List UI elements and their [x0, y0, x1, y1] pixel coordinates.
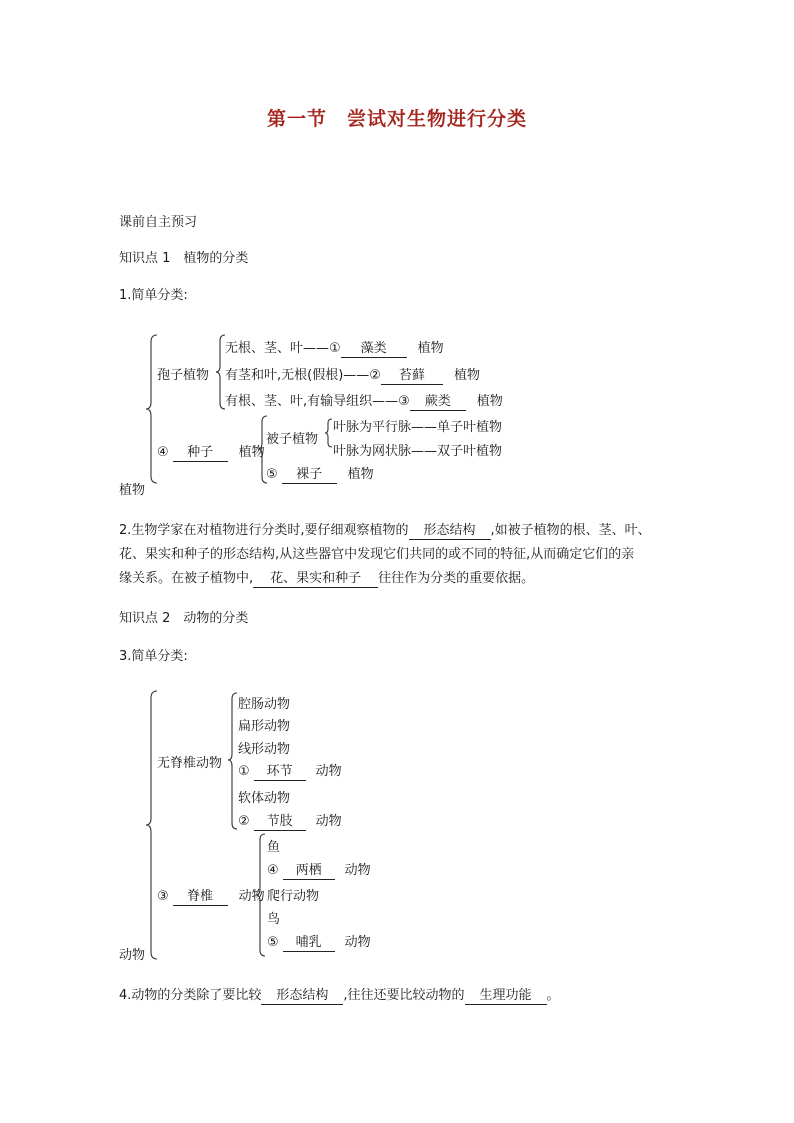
- seed-plants-row: [157, 441, 265, 462]
- gymno-suffix: 植物: [347, 467, 374, 482]
- fern-text: 有根、茎、叶,有输导组织——③: [225, 394, 410, 409]
- q2-text-3: 缘关系。在被子植物中,: [119, 571, 254, 586]
- mammal-suffix: 动物: [344, 935, 371, 950]
- arthropod-row: [238, 810, 342, 831]
- q4-text-2: ,往往还要比较动物的: [343, 988, 465, 1003]
- answer-physiology: 生理功能: [465, 987, 547, 1005]
- arthropod-suffix: 动物: [315, 814, 342, 829]
- q2-text-4: 往往作为分类的重要依据。: [378, 571, 535, 586]
- question-2-line-1: [119, 519, 651, 542]
- animal-root-brace: [146, 690, 158, 960]
- algae-suffix: 植物: [417, 341, 444, 356]
- page-title: 第一节 尝试对生物进行分类: [266, 108, 527, 130]
- vertebrate-brace: [256, 833, 266, 958]
- annelid-row: [238, 760, 342, 781]
- question-2-line-3: [119, 567, 534, 590]
- reptile-row: 爬行动物: [267, 889, 320, 904]
- answer-vertebrate: 脊椎: [173, 888, 228, 906]
- moss-text: 有茎和叶,无根(假根)——②: [225, 368, 381, 383]
- annelid-num: ①: [238, 764, 250, 779]
- knowledge-point-2: 知识点 2 动物的分类: [119, 611, 249, 626]
- dicot-row: 叶脉为网状脉——双子叶植物: [333, 444, 503, 459]
- invertebrate-label: 无脊椎动物: [157, 756, 223, 771]
- plant-row-moss: [225, 364, 480, 385]
- q2-text-2: ,如被子植物的根、茎、叶、: [490, 523, 651, 538]
- answer-morphology: 形态结构: [409, 522, 491, 540]
- answer-moss: 苔藓: [381, 367, 443, 385]
- vertebrate-num: ③: [157, 889, 169, 904]
- spore-plants-label: 孢子植物: [157, 368, 210, 383]
- animal-root-label: 动物: [119, 948, 146, 963]
- mammal-row: [267, 931, 371, 952]
- amphibian-row: [267, 859, 371, 880]
- plant-row-fern: [225, 390, 503, 411]
- question-2-line-2: 花、果实和种子的形态结构,从这些器官中发现它们共同的或不同的特征,从而确定它们的亲: [119, 547, 635, 562]
- moss-suffix: 植物: [453, 368, 480, 383]
- monocot-row: 叶脉为平行脉——单子叶植物: [333, 420, 503, 435]
- question-1-label: 1.简单分类:: [119, 288, 188, 303]
- amphibian-num: ④: [267, 863, 279, 878]
- annelid-suffix: 动物: [315, 764, 342, 779]
- answer-mammal: 哺乳: [283, 934, 335, 952]
- q2-text-1: 2.生物学家在对植物进行分类时,要仔细观察植物的: [119, 523, 409, 538]
- answer-gymnosperm: 裸子: [282, 466, 337, 484]
- angiosperm-label: 被子植物: [266, 432, 319, 447]
- flatworm-row: 扁形动物: [238, 719, 291, 734]
- answer-fern: 蕨类: [410, 393, 466, 411]
- question-4: [119, 984, 560, 1007]
- knowledge-point-1: 知识点 1 植物的分类: [119, 251, 249, 266]
- invertebrate-brace: [228, 692, 238, 832]
- q4-text-1: 4.动物的分类除了要比较: [119, 988, 262, 1003]
- answer-arthropod: 节肢: [254, 813, 306, 831]
- answer-q4-morphology: 形态结构: [261, 987, 343, 1005]
- bird-row: 鸟: [267, 912, 281, 927]
- answer-seed: 种子: [173, 444, 228, 462]
- arthropod-num: ②: [238, 814, 250, 829]
- mollusk-row: 软体动物: [238, 791, 291, 806]
- answer-amphibian: 两栖: [283, 862, 335, 880]
- plant-row-algae: [225, 337, 444, 358]
- fish-row: 鱼: [267, 840, 281, 855]
- amphibian-suffix: 动物: [344, 863, 371, 878]
- plant-root-label: 植物: [119, 483, 146, 498]
- vertebrate-row: [157, 885, 265, 906]
- roundworm-row: 线形动物: [238, 742, 291, 757]
- answer-flower-fruit-seed: 花、果实和种子: [253, 570, 378, 588]
- cnidaria-row: 腔肠动物: [238, 697, 291, 712]
- gymnosperm-row: [266, 463, 374, 484]
- algae-text: 无根、茎、叶——①: [225, 341, 341, 356]
- answer-annelid: 环节: [254, 763, 306, 781]
- fern-suffix: 植物: [476, 394, 503, 409]
- vertebrate-suffix: 动物: [238, 889, 265, 904]
- section-heading: 课前自主预习: [119, 215, 198, 230]
- angiosperm-brace: [325, 418, 333, 448]
- q4-text-3: 。: [546, 988, 560, 1003]
- answer-algae: 藻类: [341, 340, 407, 358]
- gymno-num: ⑤: [266, 467, 278, 482]
- seed-num: ④: [157, 445, 169, 460]
- seed-suffix: 植物: [238, 445, 265, 460]
- question-3-label: 3.简单分类:: [119, 649, 188, 664]
- mammal-num: ⑤: [267, 935, 279, 950]
